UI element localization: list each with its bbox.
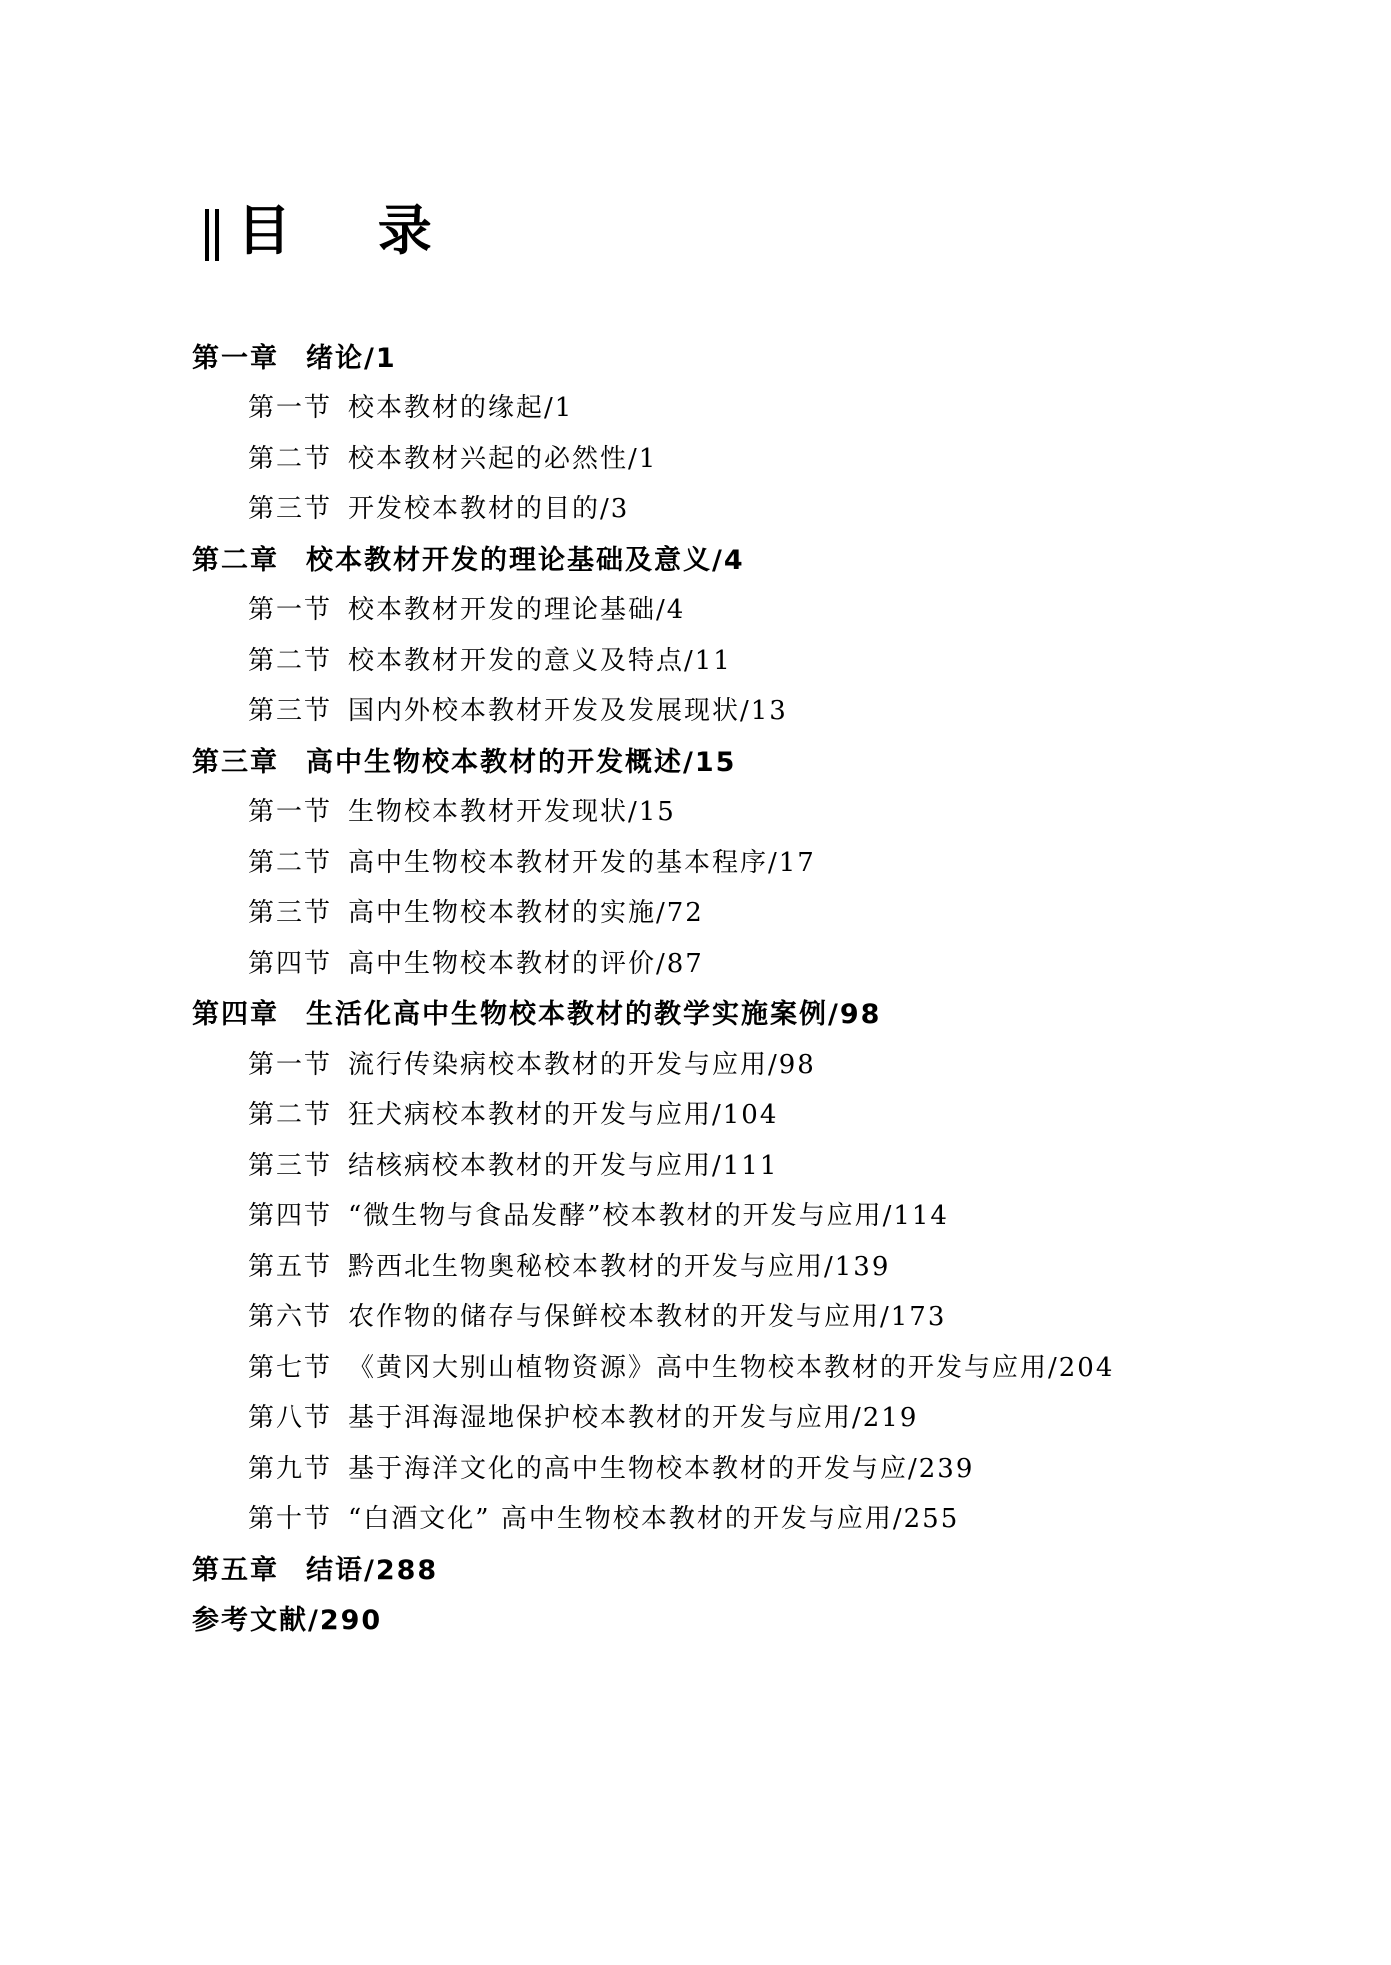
section-number: 第九节 — [248, 1453, 333, 1484]
section-number: 第四节 — [248, 948, 333, 979]
toc-section-entry[interactable] — [192, 936, 1252, 987]
section-title: “白酒文化” 高中生物校本教材的开发与应用/255 — [348, 1504, 960, 1535]
toc-section-entry[interactable] — [192, 633, 1252, 684]
table-of-contents — [192, 330, 1252, 1643]
section-title: “微生物与食品发酵”校本教材的开发与应用/114 — [348, 1201, 949, 1232]
section-number: 第七节 — [248, 1352, 333, 1383]
section-title: 高中生物校本教材的实施/72 — [348, 898, 704, 929]
chapter-number: 第二章 — [192, 544, 279, 576]
section-number: 第十节 — [248, 1504, 333, 1535]
section-number: 第一节 — [248, 1049, 333, 1080]
toc-section-entry[interactable] — [192, 431, 1252, 482]
toc-section-entry[interactable] — [192, 1391, 1252, 1442]
chapter-title: 高中生物校本教材的开发概述/15 — [306, 746, 737, 778]
section-number: 第二节 — [248, 847, 333, 878]
toc-section-entry[interactable] — [192, 1441, 1252, 1492]
section-title: 生物校本教材开发现状/15 — [348, 797, 676, 828]
section-number: 第二节 — [248, 1100, 333, 1131]
section-title: 农作物的储存与保鲜校本教材的开发与应用/173 — [348, 1302, 947, 1333]
toc-section-entry[interactable] — [192, 1138, 1252, 1189]
toc-section-entry[interactable] — [192, 583, 1252, 634]
toc-section-entry[interactable] — [192, 1189, 1252, 1240]
section-title: 基于海洋文化的高中生物校本教材的开发与应/239 — [348, 1453, 975, 1484]
toc-section-entry[interactable] — [192, 1037, 1252, 1088]
chapter-number: 第一章 — [192, 342, 279, 374]
title-bar-line — [205, 209, 209, 261]
section-title: 黔西北生物奥秘校本教材的开发与应用/139 — [348, 1251, 891, 1282]
section-title: 基于洱海湿地保护校本教材的开发与应用/219 — [348, 1403, 919, 1434]
toc-section-entry[interactable] — [192, 684, 1252, 735]
toc-chapter-entry[interactable] — [192, 532, 1252, 583]
section-title: 校本教材兴起的必然性/1 — [348, 443, 658, 474]
section-number: 第一节 — [248, 595, 333, 626]
section-title: 流行传染病校本教材的开发与应用/98 — [348, 1049, 816, 1080]
section-title: 高中生物校本教材的评价/87 — [348, 948, 704, 979]
section-title: 国内外校本教材开发及发展现状/13 — [348, 696, 788, 727]
chapter-title: 生活化高中生物校本教材的教学实施案例/98 — [306, 999, 882, 1031]
page-title: 目 录 — [237, 199, 466, 262]
toc-chapter-entry[interactable] — [192, 1542, 1252, 1593]
section-number: 第三节 — [248, 898, 333, 929]
toc-section-entry[interactable] — [192, 1340, 1252, 1391]
section-title: 校本教材的缘起/1 — [348, 393, 574, 424]
section-number: 第五节 — [248, 1251, 333, 1282]
section-number: 第一节 — [248, 797, 333, 828]
section-title: 校本教材开发的意义及特点/11 — [348, 645, 732, 676]
toc-section-entry[interactable] — [192, 835, 1252, 886]
toc-section-entry[interactable] — [192, 1239, 1252, 1290]
section-number: 第六节 — [248, 1302, 333, 1333]
toc-chapter-entry[interactable] — [192, 330, 1252, 381]
chapter-title: 绪论/1 — [306, 342, 397, 374]
toc-section-entry[interactable] — [192, 886, 1252, 937]
section-number: 第四节 — [248, 1201, 333, 1232]
toc-chapter-entry[interactable] — [192, 734, 1252, 785]
toc-section-entry[interactable] — [192, 785, 1252, 836]
section-title: 校本教材开发的理论基础/4 — [348, 595, 686, 626]
toc-section-entry[interactable] — [192, 381, 1252, 432]
section-title: 狂犬病校本教材的开发与应用/104 — [348, 1100, 779, 1131]
section-number: 第二节 — [248, 645, 333, 676]
chapter-number: 第五章 — [192, 1554, 279, 1586]
toc-section-entry[interactable] — [192, 482, 1252, 533]
toc-section-entry[interactable] — [192, 1088, 1252, 1139]
section-number: 第三节 — [248, 494, 333, 525]
chapter-number: 第四章 — [192, 999, 279, 1031]
section-number: 第三节 — [248, 696, 333, 727]
toc-section-entry[interactable] — [192, 1290, 1252, 1341]
section-title: 结核病校本教材的开发与应用/111 — [348, 1150, 779, 1181]
section-number: 第一节 — [248, 393, 333, 424]
section-number: 第八节 — [248, 1403, 333, 1434]
toc-chapter-entry[interactable] — [192, 987, 1252, 1038]
page-header — [205, 196, 466, 266]
title-bar-line — [215, 209, 219, 261]
section-title: 《黄冈大别山植物资源》高中生物校本教材的开发与应用/204 — [348, 1352, 1115, 1383]
chapter-title: 结语/288 — [306, 1554, 439, 1586]
toc-section-entry[interactable] — [192, 1492, 1252, 1543]
toc-chapter-entry[interactable] — [192, 1593, 1252, 1644]
chapter-title: 参考文献/290 — [192, 1605, 383, 1637]
title-bar-decoration — [205, 209, 219, 261]
section-title: 开发校本教材的目的/3 — [348, 494, 630, 525]
section-title: 高中生物校本教材开发的基本程序/17 — [348, 847, 816, 878]
chapter-number: 第三章 — [192, 746, 279, 778]
section-number: 第三节 — [248, 1150, 333, 1181]
section-number: 第二节 — [248, 443, 333, 474]
chapter-title: 校本教材开发的理论基础及意义/4 — [306, 544, 745, 576]
